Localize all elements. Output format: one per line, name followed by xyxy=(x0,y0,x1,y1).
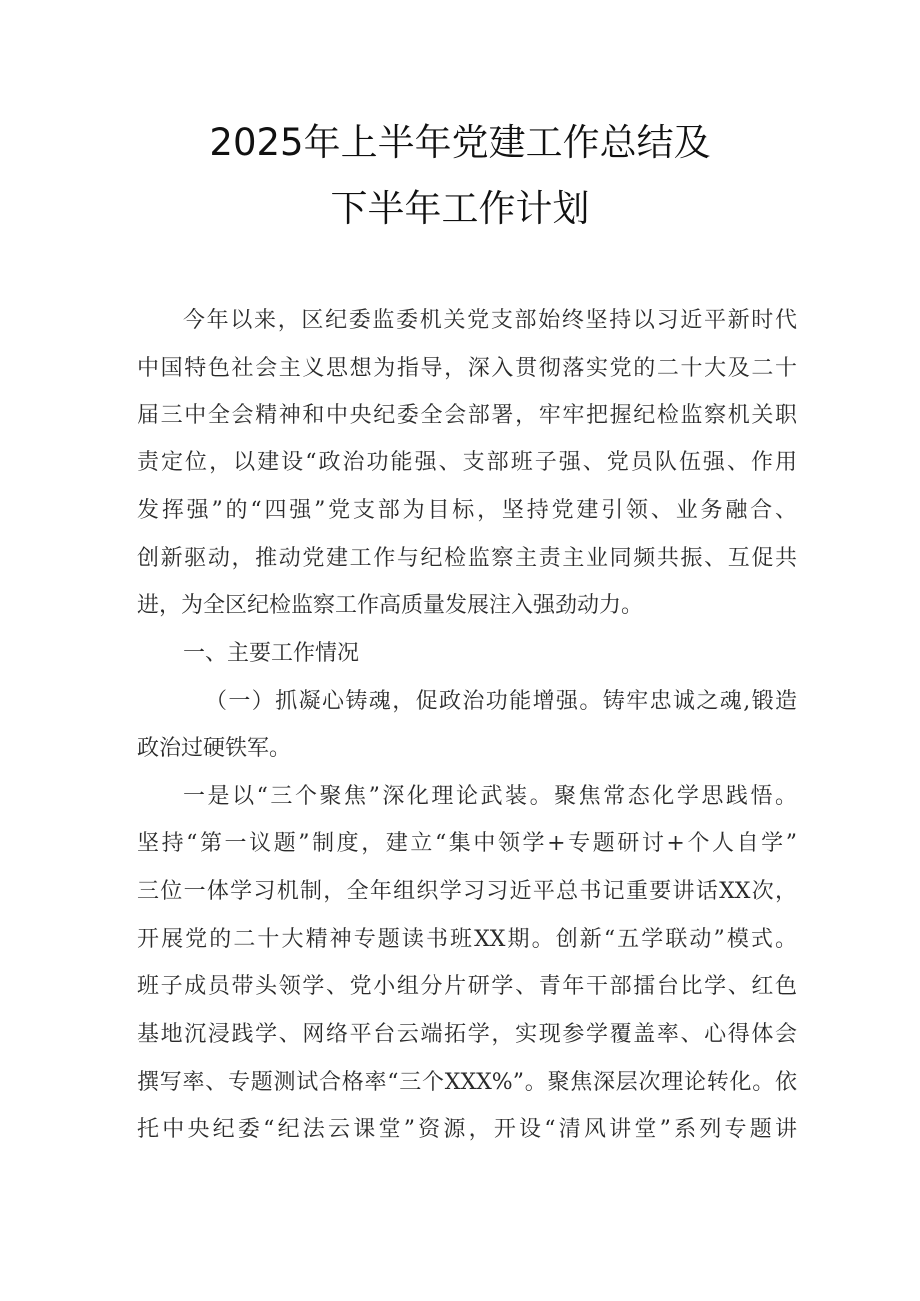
body-paragraph-line: 一是以“三个聚焦”深化理论武装。聚焦常态化学思践悟。 xyxy=(183,784,797,809)
intro-paragraph-line: 责定位，以建设“政治功能强、支部班子强、党员队伍强、作用 xyxy=(137,450,797,475)
body-paragraph-line: 开展党的二十大精神专题读书班XX期。创新“五学联动”模式。 xyxy=(137,927,797,952)
document-title-line-2: 下半年工作计划 xyxy=(330,187,590,230)
subsection-heading-line: 政治过硬铁军。 xyxy=(137,736,292,761)
document-title-line-1: 2025年上半年党建工作总结及 xyxy=(209,121,711,164)
intro-paragraph-line: 进，为全区纪检监察工作高质量发展注入强劲动力。 xyxy=(137,593,644,618)
body-paragraph-line: 托中央纪委“纪法云课堂”资源，开设“清风讲堂”系列专题讲 xyxy=(137,1117,797,1142)
intro-paragraph-line: 中国特色社会主义思想为指导，深入贯彻落实党的二十大及二十 xyxy=(137,356,797,381)
body-paragraph-line: 坚持“第一议题”制度，建立“集中领学+专题研讨+个人自学” xyxy=(137,831,797,856)
body-paragraph-line: 撰写率、专题测试合格率“三个XXX%”。聚焦深层次理论转化。依 xyxy=(137,1070,797,1095)
body-paragraph-line: 班子成员带头领学、党小组分片研学、青年干部擂台比学、红色 xyxy=(137,974,797,999)
intro-paragraph-line: 届三中全会精神和中央纪委全会部署，牢牢把握纪检监察机关职 xyxy=(137,403,797,428)
subsection-heading-line: （一）抓凝心铸魂，促政治功能增强。铸牢忠诚之魂,锻造 xyxy=(205,689,797,714)
intro-paragraph-line: 创新驱动，推动党建工作与纪检监察主责主业同频共振、互促共 xyxy=(137,546,797,571)
intro-paragraph-line: 发挥强”的“四强”党支部为目标，坚持党建引领、业务融合、 xyxy=(137,498,797,523)
body-paragraph-line: 基地沉浸践学、网络平台云端拓学，实现参学覆盖率、心得体会 xyxy=(137,1022,797,1047)
body-paragraph-line: 三位一体学习机制，全年组织学习习近平总书记重要讲话XX次， xyxy=(137,879,797,904)
intro-paragraph-line: 今年以来，区纪委监委机关党支部始终坚持以习近平新时代 xyxy=(183,308,797,333)
section-heading: 一、主要工作情况 xyxy=(183,641,360,666)
